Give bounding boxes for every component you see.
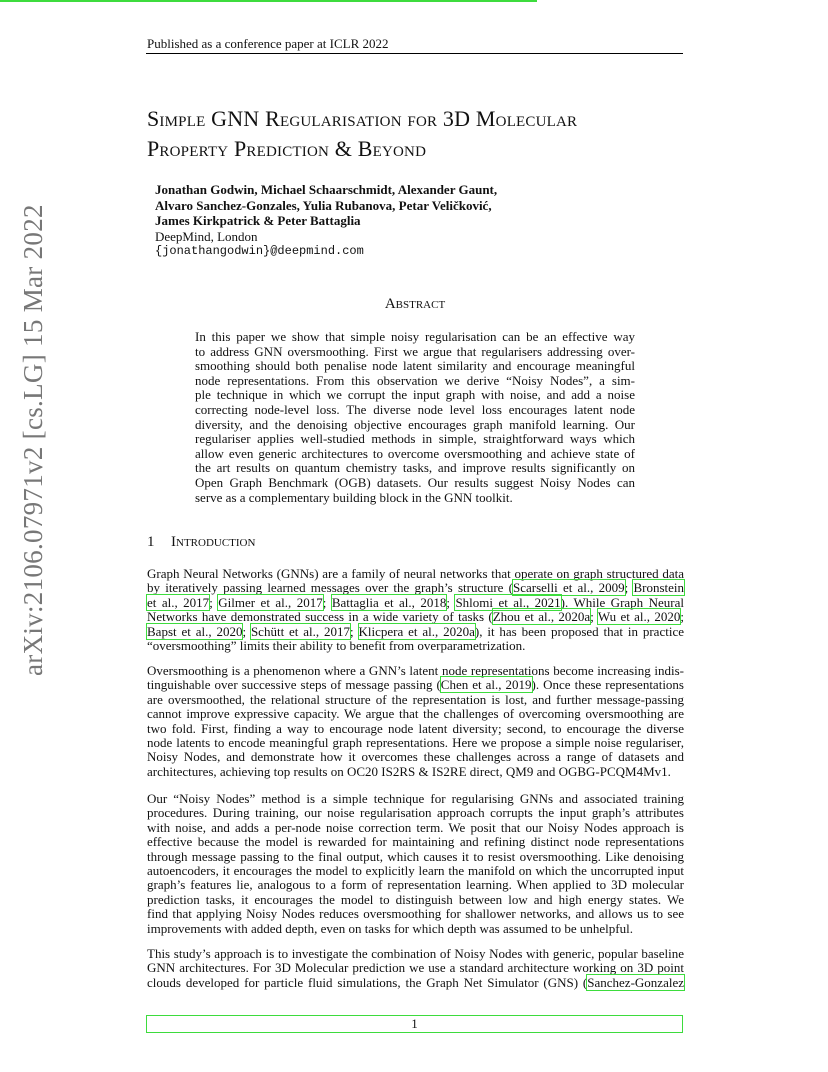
citation-link[interactable]: Klicpera et al., 2020a — [358, 623, 475, 639]
page-number: 1 — [411, 1016, 418, 1031]
title-line-1: Simple GNN Regularisation for 3D Molecular — [147, 106, 578, 131]
text-line: effective because the model is rewarded for maintaining and refining distinct node representations — [147, 834, 684, 850]
abstract-line: correcting node-level loss. The diverse node level loss encourages latent node — [195, 401, 635, 417]
citation-link[interactable]: Shlomi et al., 2021 — [455, 594, 561, 610]
abstract-line: serve as a complementary building block in the GNN toolkit. — [195, 489, 513, 505]
text-line: et al., 2017; Gilmer et al., 2017; Battaglia et al., 2018; Shlomi et al., 2021). While Graph Neural — [147, 594, 684, 610]
header-rule — [146, 53, 683, 54]
abstract-line: In this paper we show that simple noisy regularisation can be an effective way — [195, 329, 635, 344]
text-line: Oversmoothing is a phenomenon where a GNN’s latent node representations become increasing indis- — [147, 663, 684, 678]
citation-link[interactable]: et al., 2017 — [147, 594, 210, 610]
section-heading-introduction — [147, 534, 255, 551]
abstract-line: ple technique in which we corrupt the input graph with noise, and add a noise — [195, 387, 635, 403]
author-email: {jonathangodwin}@deepmind.com — [155, 244, 364, 258]
page-number-link[interactable] — [146, 1015, 683, 1033]
text-line: This study’s approach is to investigate the combination of Noisy Nodes with generic, popular baseline — [147, 946, 684, 961]
citation-link[interactable]: Bronstein — [633, 580, 685, 596]
text-line: with noise, and adds a per-node noise correction term. We posit that our Noisy Nodes approach is — [147, 819, 684, 835]
intro-paragraph-1 — [147, 567, 684, 653]
top-highlight-bar — [0, 0, 537, 2]
text-line: graph’s features lie, analogous to a form of representation learning. When applied to 3D molecular — [147, 877, 684, 893]
text-line: improvements with added depth, even on tasks for which depth was assumed to be unhelpful. — [147, 920, 633, 936]
text-line: two fold. First, finding a way to encourage node latent diversity; second, to encourage the diverse — [147, 720, 684, 736]
title-line-2: Property Prediction & Beyond — [147, 136, 427, 161]
text-line: Graph Neural Networks (GNNs) are a family of neural networks that operate on graph structured data — [147, 566, 684, 581]
intro-paragraph-2 — [147, 664, 684, 779]
text-line: GNN architectures. For 3D Molecular prediction we use a standard architecture working on 3D point — [147, 960, 684, 976]
abstract-line: diversity, and the denoising objective encourages graph manifold learning. Our — [195, 416, 635, 432]
author-block — [155, 182, 497, 260]
abstract-line: smoothing should both penalise node latent similarity and encourage meaningful — [195, 358, 635, 374]
authors-line-3: James Kirkpatrick & Peter Battaglia — [155, 213, 361, 228]
section-title: Introduction — [171, 534, 256, 550]
text-line: by iteratively passing learned messages over the graph’s structure (Scarselli et al., 2009; Bronstein — [147, 580, 685, 596]
abstract-heading: Abstract — [384, 296, 446, 312]
section-number: 1 — [147, 534, 155, 550]
citation-link[interactable]: Chen et al., 2019 — [440, 677, 532, 693]
arxiv-sidebar-id: arXiv:2106.07971v2 [cs.LG] 15 Mar 2022 — [18, 204, 48, 676]
abstract-line: the art results on quantum chemistry tasks, and improve results significantly on — [195, 460, 635, 476]
citation-link[interactable]: Scarselli et al., 2009 — [512, 580, 625, 596]
text-line: Networks have demonstrated success in a wide variety of tasks (Zhou et al., 2020a; Wu et al., 2020; — [147, 609, 684, 625]
authors-line-2: Alvaro Sanchez-Gonzales, Yulia Rubanova, Petar Veličković, — [155, 197, 492, 213]
citation-link[interactable]: Sanchez-Gonzalez — [587, 974, 684, 990]
abstract-line: regulariser applies well-studied methods in simple, straightforward ways which — [195, 431, 635, 447]
abstract-line: node representations. From this observation we derive “Noisy Nodes”, a sim- — [195, 372, 635, 388]
intro-paragraph-3 — [147, 792, 684, 936]
text-line: Bapst et al., 2020; Schütt et al., 2017; Klicpera et al., 2020a), it has been proposed that in practice — [147, 623, 684, 639]
text-line: are oversmoothed, the relational structure of the representation is lost, and further message-passing — [147, 691, 684, 707]
citation-link[interactable]: Battaglia et al., 2018 — [331, 594, 447, 610]
text-line: find that applying Noisy Nodes reduces oversmoothing for shallower networks, and allows us to see — [147, 906, 684, 922]
citation-link[interactable]: Schütt et al., 2017 — [250, 623, 351, 639]
authors-line-1: Jonathan Godwin, Michael Schaarschmidt, Alexander Gaunt, — [155, 182, 498, 197]
paper-title — [147, 104, 707, 164]
text-line: prediction tasks, it encourages the model to distinguish between low and high energy states. We — [147, 891, 684, 907]
text-line: architectures, achieving top results on OC20 IS2RS & IS2RE direct, QM9 and OGBG-PCQM4Mv1. — [147, 763, 671, 779]
citation-link[interactable]: Zhou et al., 2020a — [492, 609, 591, 625]
text-line: node latents to encode meaningful graph representations. Here we propose a simple noise regulariser, — [147, 735, 684, 751]
text-line: “oversmoothing” limits their ability to benefit from overparametrization. — [147, 638, 526, 654]
text-line: clouds developed for particle fluid simulations, the Graph Net Simulator (GNS) (Sanchez-Gonzalez — [147, 974, 684, 990]
abstract-line: to address GNN oversmoothing. First we argue that regularisers addressing over- — [195, 343, 635, 359]
venue-header: Published as a conference paper at ICLR 2022 — [147, 36, 389, 51]
text-line: through message passing to the final output, which causes it to resist oversmoothing. Like denoising — [147, 848, 684, 864]
intro-paragraph-4 — [147, 947, 684, 990]
citation-link[interactable]: Gilmer et al., 2017 — [218, 594, 323, 610]
citation-link[interactable]: Wu et al., 2020 — [597, 609, 681, 625]
text-line: autoencoders, it encourages the model to explicitly learn the manifold on which the uncorrupted input — [147, 863, 684, 879]
text-line: procedures. During training, our noise regularisation approach corrupts the input graph’s attributes — [147, 805, 684, 821]
abstract-line: Open Graph Benchmark (OGB) datasets. Our results suggest Noisy Nodes can — [195, 474, 635, 490]
abstract-body — [195, 330, 635, 505]
text-line: Noisy Nodes, and demonstrate how it overcomes these challenges across a range of datasets and — [147, 749, 684, 765]
text-line: Our “Noisy Nodes” method is a simple technique for regularising GNNs and associated training — [147, 791, 684, 806]
citation-link[interactable]: Bapst et al., 2020 — [147, 623, 243, 639]
abstract-line: allow even generic architectures to overcome oversmoothing and achieve state of — [195, 445, 635, 461]
affiliation: DeepMind, London — [155, 228, 258, 244]
text-line: tinguishable over successive steps of message passing (Chen et al., 2019). Once these representations — [147, 677, 684, 693]
text-line: cannot improve expressive capacity. We argue that the challenges of overcoming oversmoothing are — [147, 706, 684, 722]
